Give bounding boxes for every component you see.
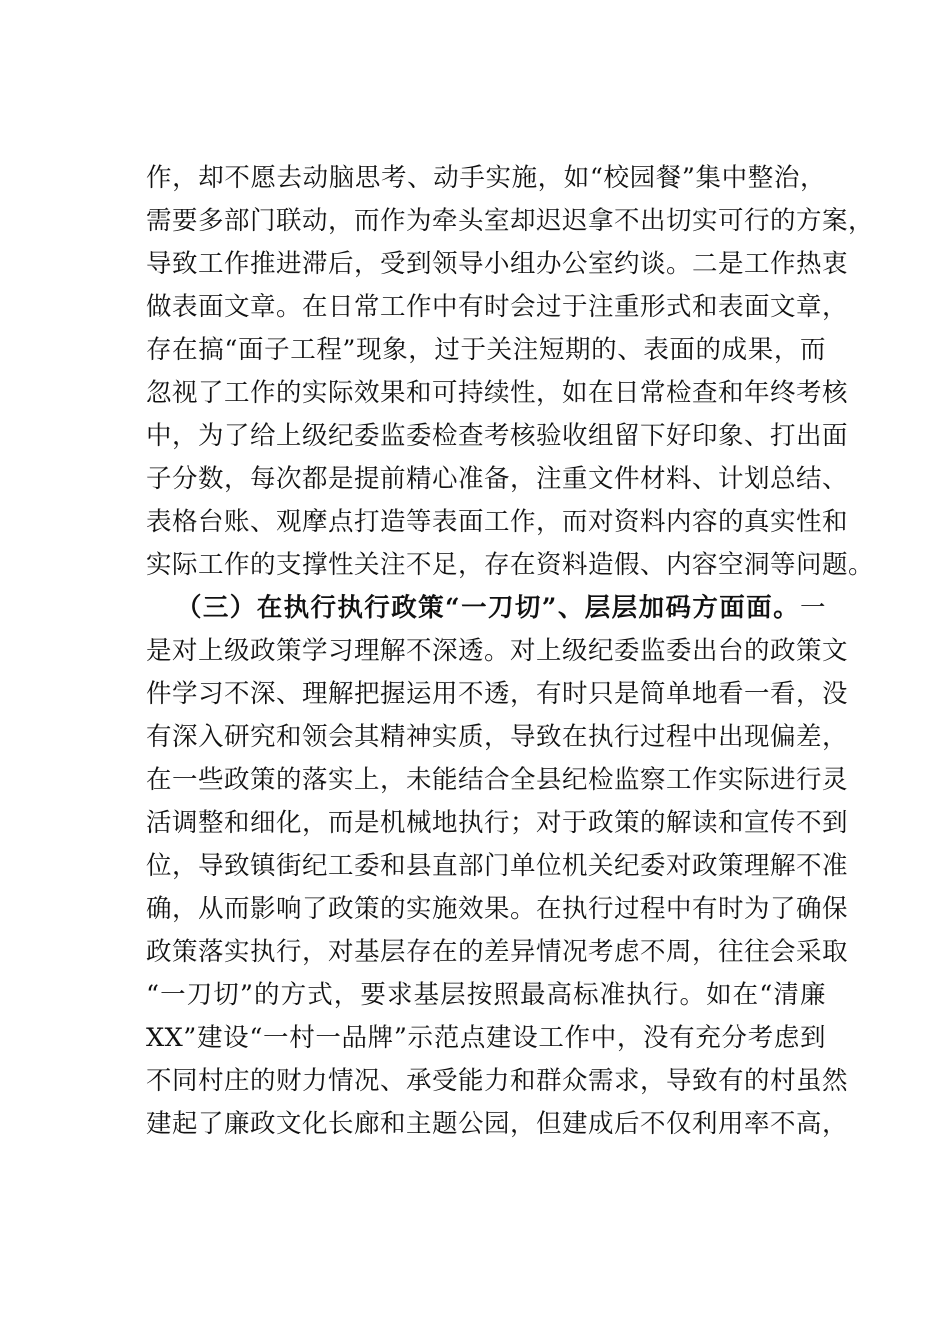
text-line: 活调整和细化，而是机械地执行；对于政策的解读和宣传不到 <box>146 808 849 838</box>
text-line: 子分数，每次都是提前精心准备，注重文件材料、计划总结、 <box>146 464 849 494</box>
section-heading-line <box>176 588 826 628</box>
text-line: 需要多部门联动，而作为牵头室却迟迟拿不出切实可行的方案， <box>146 206 875 236</box>
text-line: 实际工作的支撑性关注不足，存在资料造假、内容空洞等问题。 <box>146 550 875 580</box>
text-line: 是对上级政策学习理解不深透。对上级纪委监委出台的政策文 <box>146 636 849 666</box>
text-line: 作，却不愿去动脑思考、动手实施，如“校园餐”集中整治， <box>146 163 826 193</box>
text-line: 建起了廉政文化长廊和主题公园，但建成后不仅利用率不高， <box>146 1109 849 1139</box>
section-heading-tail: 一 <box>799 593 826 623</box>
text-line: 政策落实执行，对基层存在的差异情况考虑不周，往往会采取 <box>146 937 849 967</box>
text-line: 确，从而影响了政策的实施效果。在执行过程中有时为了确保 <box>146 894 849 924</box>
text-line: 件学习不深、理解把握运用不透，有时只是简单地看一看，没 <box>146 679 849 709</box>
text-line: 不同村庄的财力情况、承受能力和群众需求，导致有的村虽然 <box>146 1066 849 1096</box>
text-line: 中，为了给上级纪委监委检查考核验收组留下好印象、打出面 <box>146 421 849 451</box>
text-line: 在一些政策的落实上，未能结合全县纪检监察工作实际进行灵 <box>146 765 849 795</box>
text-line: 有深入研究和领会其精神实质，导致在执行过程中出现偏差， <box>146 722 849 752</box>
text-line: 位，导致镇街纪工委和县直部门单位机关纪委对政策理解不准 <box>146 851 849 881</box>
text-line: XX”建设“一村一品牌”示范点建设工作中，没有充分考虑到 <box>146 1023 826 1053</box>
text-line: 导致工作推进滞后，受到领导小组办公室约谈。二是工作热衷 <box>146 249 849 279</box>
text-line: 做表面文章。在日常工作中有时会过于注重形式和表面文章， <box>146 292 849 322</box>
text-line: 存在搞“面子工程”现象，过于关注短期的、表面的成果，而 <box>146 335 826 365</box>
text-line: 忽视了工作的实际效果和可持续性，如在日常检查和年终考核 <box>146 378 849 408</box>
text-line: “一刀切”的方式，要求基层按照最高标准执行。如在“清廉 <box>146 980 826 1010</box>
text-line: 表格台账、观摩点打造等表面工作，而对资料内容的真实性和 <box>146 507 849 537</box>
section-heading: （三）在执行执行政策“一刀切”、层层加码方面面。 <box>176 593 800 623</box>
